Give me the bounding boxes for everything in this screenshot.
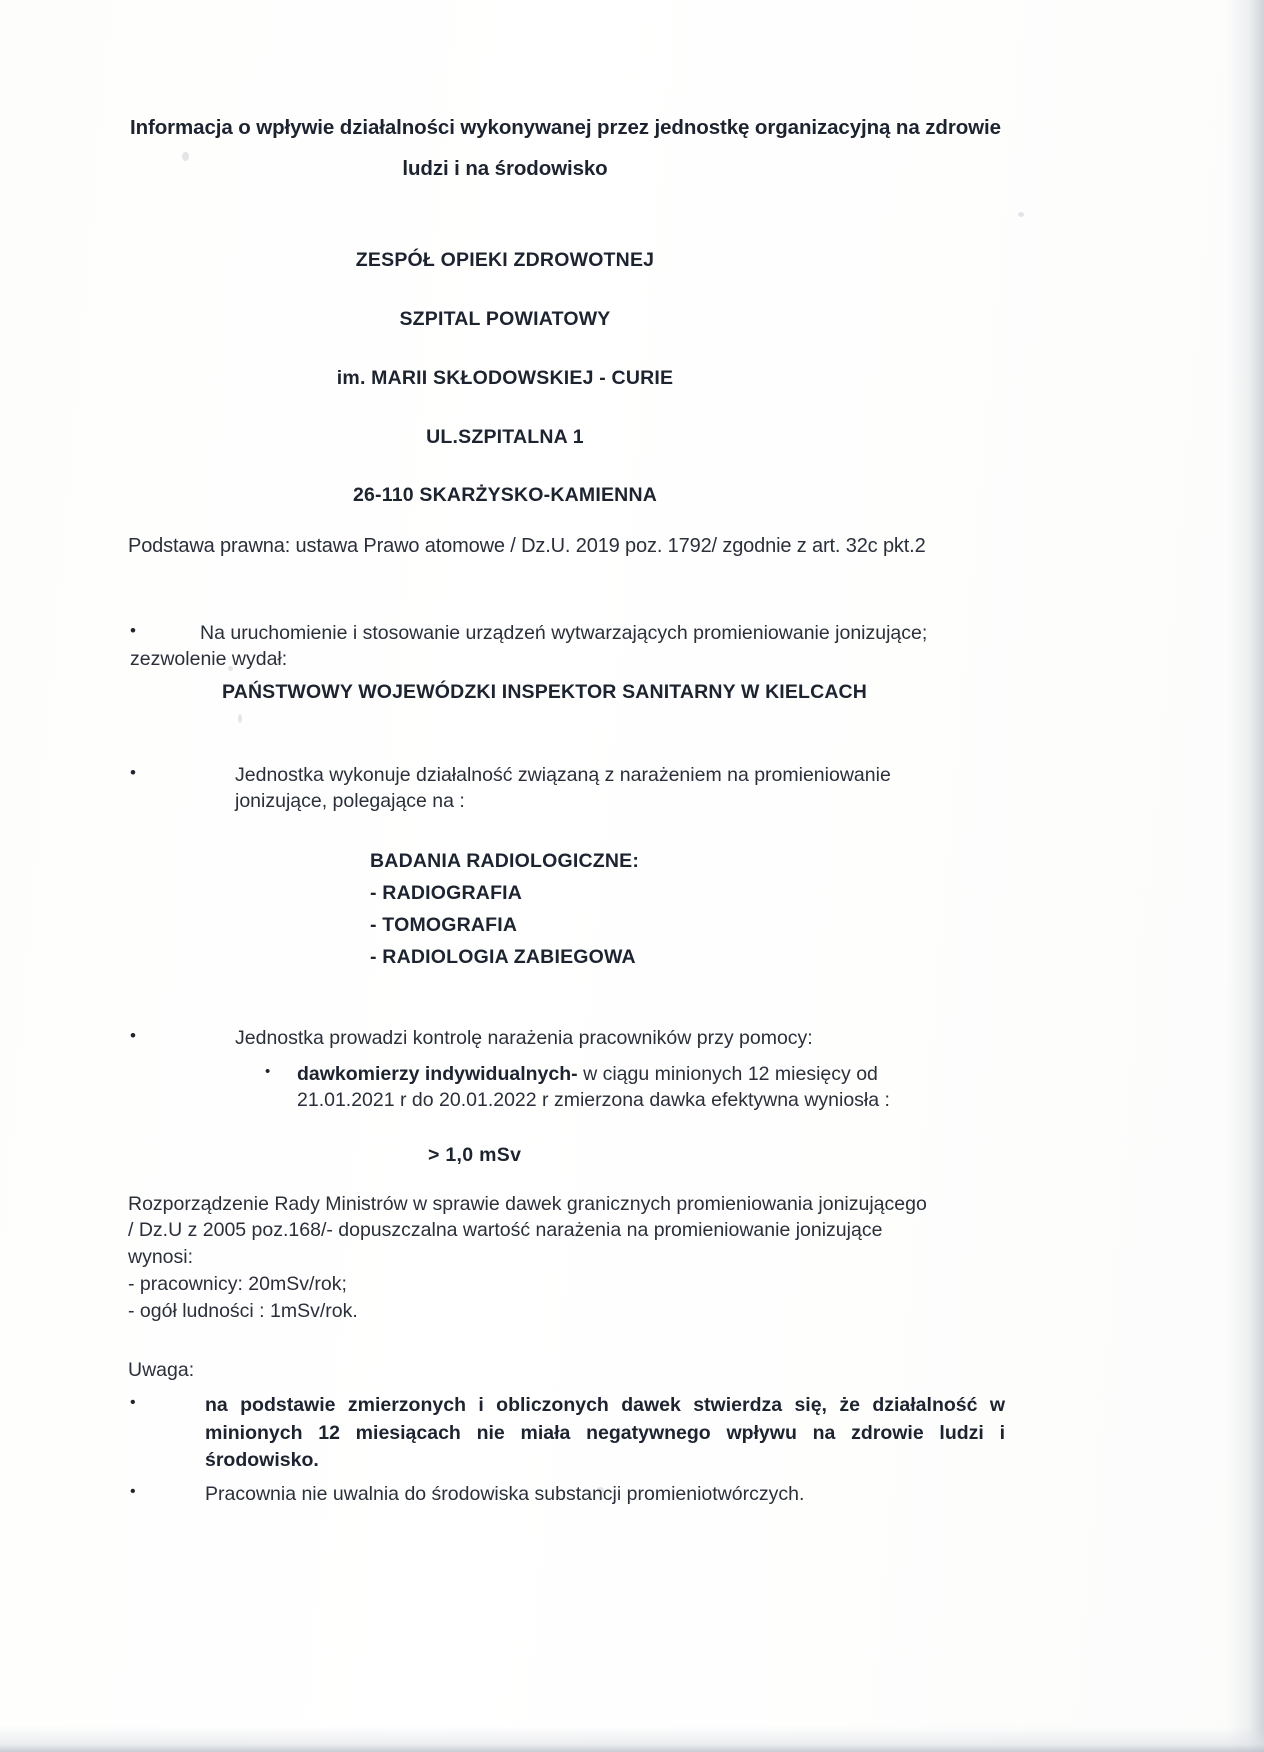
examination-item: - TOMOGRAFIA <box>370 914 518 937</box>
legal-basis-text: Podstawa prawna: ustawa Prawo atomowe / Dz.U. 2019 poz. 1792/ zgodnie z art. 32c pkt.2 <box>128 535 926 557</box>
organization-address-city: 26-110 SKARŻYSKO-KAMIENNA <box>352 484 658 506</box>
activity-text: Jednostka wykonuje działalność związaną z narażeniem na promieniowanie jonizujące, polegające na : <box>235 764 891 813</box>
dosimeter-item <box>265 1061 1010 1114</box>
authorization-text: Na uruchomienie i stosowanie urządzeń wytwarzających promieniowanie jonizujące; <box>200 622 928 644</box>
bullet-icon: • <box>130 1483 136 1501</box>
scan-edge-bottom <box>0 1726 1264 1752</box>
dose-limit-public: - ogół ludności : 1mSv/rok. <box>128 1300 358 1323</box>
regulation-line-1: Rozporządzenie Rady Ministrów w sprawie dawek granicznych promieniowania jonizującego <box>128 1192 927 1215</box>
document-title-line-2: ludzi i na środowisko <box>402 156 608 180</box>
organization-line-3: im. MARII SKŁODOWSKIEJ - CURIE <box>336 367 674 389</box>
organization-line-2: SZPITAL POWIATOWY <box>399 308 611 330</box>
organization-block <box>130 249 1010 507</box>
document-title-line-1: Informacja o wpływie działalności wykonywanej przez jednostkę organizacyjną na zdrowie <box>130 116 1001 139</box>
organization-address-street: UL.SZPITALNA 1 <box>426 426 584 448</box>
monitoring-text: Jednostka prowadzi kontrolę narażenia pracowników przy pomocy: <box>235 1027 813 1050</box>
remark-item-2 <box>130 1481 1010 1509</box>
scan-edge-right <box>1226 0 1264 1752</box>
section-monitoring <box>130 1025 1010 1051</box>
section-authorization <box>130 620 1010 646</box>
scan-speck <box>1018 212 1024 217</box>
regulation-line-3: wynosi: <box>128 1246 194 1269</box>
dosimeter-label: dawkomierzy indywidualnych- <box>297 1062 578 1085</box>
bullet-icon: • <box>130 1394 136 1412</box>
regulation-line-2: / Dz.U z 2005 poz.168/- dopuszczalna wartość narażenia na promieniowanie jonizujące <box>128 1219 883 1242</box>
dose-limit-workers: - pracownicy: 20mSv/rok; <box>128 1273 347 1296</box>
bullet-icon: • <box>130 763 136 783</box>
bullet-icon: • <box>265 1062 271 1080</box>
examination-item: - RADIOLOGIA ZABIEGOWA <box>370 946 636 969</box>
remarks-heading: Uwaga: <box>128 1359 195 1382</box>
bullet-icon: • <box>130 1026 136 1046</box>
authorization-authority-name: PAŃSTWOWY WOJEWÓDZKI INSPEKTOR SANITARNY W KIELCACH <box>222 681 868 704</box>
dosimeter-period-line-1: w ciągu minionych 12 miesięcy od <box>577 1062 878 1085</box>
examination-item: - RADIOGRAFIA <box>370 882 523 905</box>
section-activity <box>130 762 1010 814</box>
examination-heading: BADANIA RADIOLOGICZNE: <box>370 850 640 873</box>
dosimeter-period-line-2: 21.01.2021 r do 20.01.2022 r zmierzona dawka efektywna wyniosła : <box>297 1089 890 1112</box>
dosimeter-text <box>297 1061 1010 1114</box>
remark-text-1: na podstawie zmierzonych i obliczonych dawek stwierdza się, że działalność w minionych 12 miesiącach nie miała negatywnego wpływu na zdrowie ludzi i środowisko. <box>205 1394 1005 1472</box>
remark-text-2: Pracownia nie uwalnia do środowiska substancji promieniotwórczych. <box>205 1483 805 1506</box>
remark-item-1 <box>130 1392 1010 1475</box>
document-body <box>130 0 1010 1509</box>
authorization-continuation: zezwolenie wydał: <box>130 648 288 671</box>
organization-line-1: ZESPÓŁ OPIEKI ZDROWOTNEJ <box>355 249 655 271</box>
examination-list <box>370 850 1010 969</box>
regulation-paragraph <box>128 1191 1010 1326</box>
bullet-icon: • <box>130 621 136 640</box>
measured-dose-value: > 1,0 mSv <box>428 1143 522 1166</box>
